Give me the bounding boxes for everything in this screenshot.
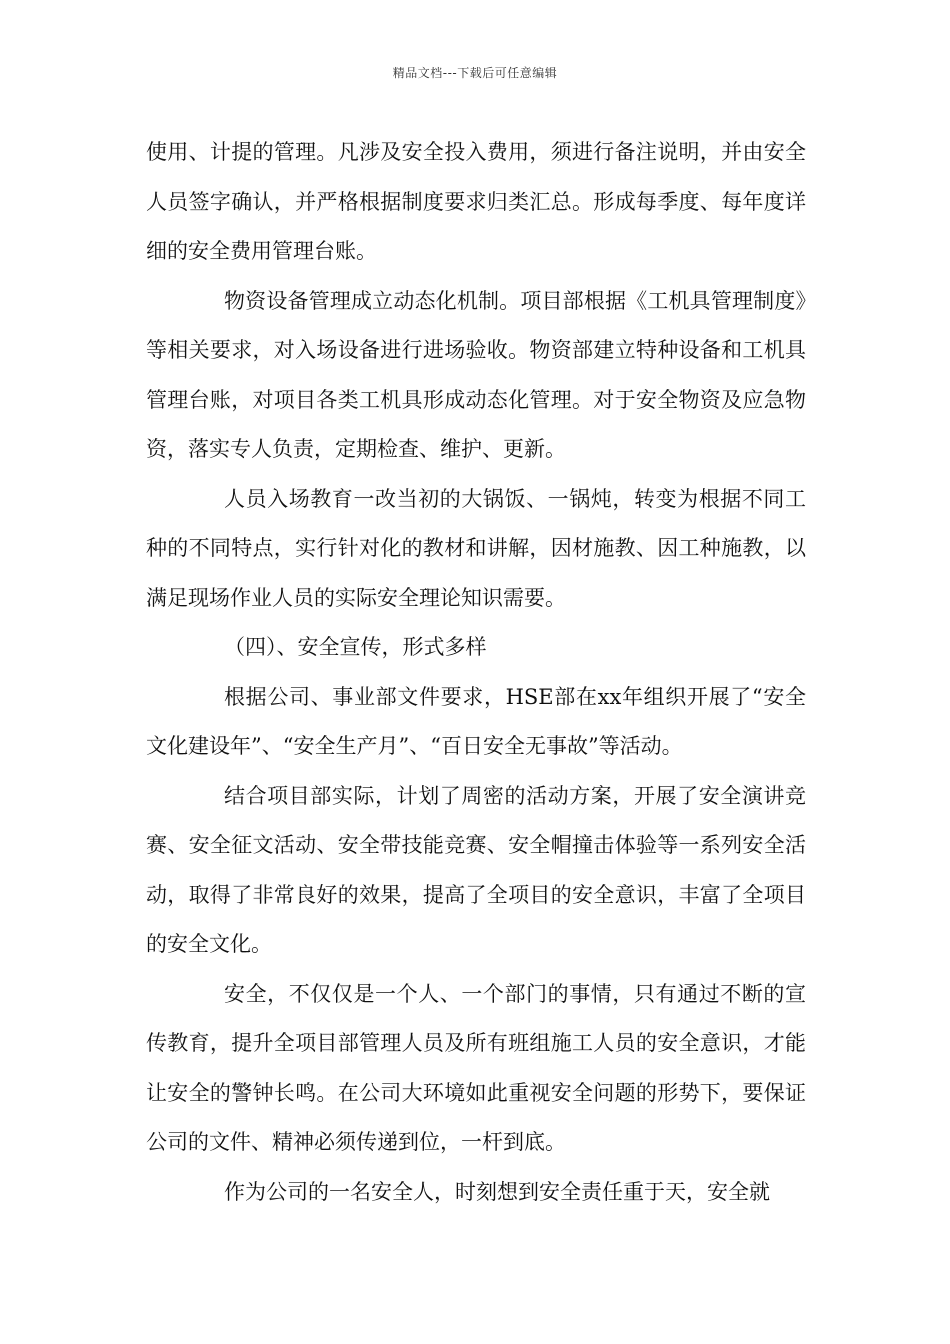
document-body	[146, 128, 806, 1217]
paragraph-safety-person: 作为公司的一名安全人，时刻想到安全责任重于天，安全就	[224, 1179, 770, 1204]
section-heading-4: （四）、安全宣传，形式多样	[224, 635, 487, 659]
paragraph-activity-plan: 结合项目部实际，计划了周密的活动方案，开展了安全演讲竞赛、安全征文活动、安全带技能竞赛、安全帽撞击体验等一系列安全活动，取得了非常良好的效果，提高了全项目的安全意识，丰富了全项目的安全文化。	[146, 783, 806, 956]
paragraph-equipment-management: 物资设备管理成立动态化机制。项目部根据《工机具管理制度》等相关要求，对入场设备进行进场验收。物资部建立特种设备和工机具管理台账，对项目各类工机具形成动态化管理。对于安全物资及应急物资，落实专人负责，定期检查、维护、更新。	[146, 288, 806, 461]
paragraph-safety-awareness: 安全，不仅仅是一个人、一个部门的事情，只有通过不断的宣传教育，提升全项目部管理人员及所有班组施工人员的安全意识，才能让安全的警钟长鸣。在公司大环境如此重视安全问题的形势下，要保证公司的文件、精神必须传递到位，一杆到底。	[146, 981, 806, 1154]
page-header: 精品文档---下载后可任意编辑	[392, 66, 558, 80]
paragraph-safety-cost: 使用、计提的管理。凡涉及安全投入费用，须进行备注说明，并由安全人员签字确认，并严格根据制度要求归类汇总。形成每季度、每年度详细的安全费用管理台账。	[146, 140, 806, 263]
paragraph-hse-activities: 根据公司、事业部文件要求，HSE部在xx年组织开展了“安全文化建设年”、“安全生产月”、“百日安全无事故”等活动。	[146, 684, 806, 758]
paragraph-entry-education: 人员入场教育一改当初的大锅饭、一锅炖，转变为根据不同工种的不同特点，实行针对化的教材和讲解，因材施教、因工种施教，以满足现场作业人员的实际安全理论知识需要。	[146, 486, 806, 610]
